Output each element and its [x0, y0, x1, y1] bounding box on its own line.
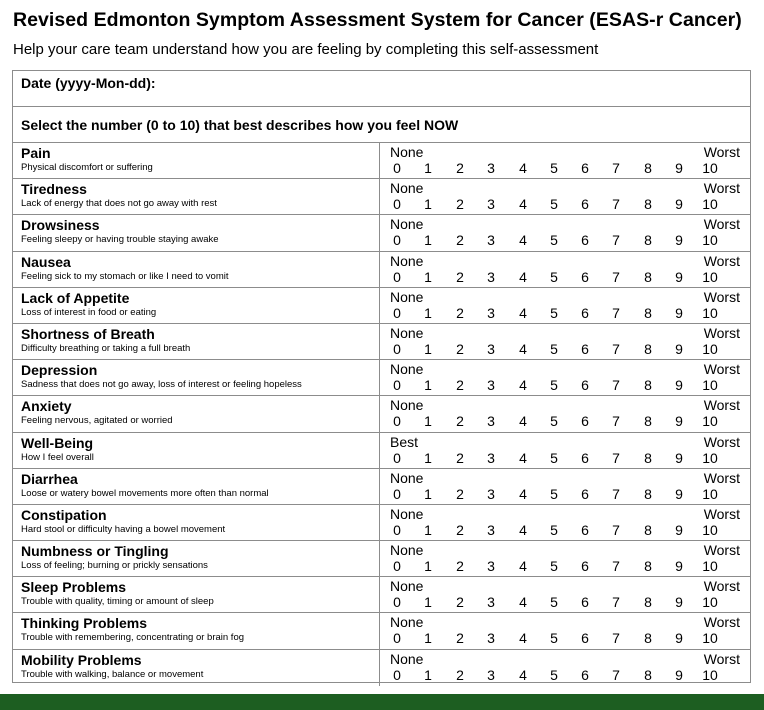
scale-option-1[interactable]: 1 [424, 449, 432, 466]
symptom-description: Sadness that does not go away, loss of interest or feeling hopeless [21, 379, 302, 391]
scale-option-4[interactable]: 4 [519, 160, 527, 176]
scale-option-1[interactable]: 1 [424, 268, 432, 285]
date-label: Date (yyyy-Mon-dd): [21, 75, 156, 91]
scale-option-7[interactable]: 7 [612, 558, 620, 575]
symptom-row [13, 541, 750, 577]
scale-option-3[interactable]: 3 [487, 485, 495, 502]
symptom-row [13, 469, 750, 505]
scale-option-6[interactable]: 6 [581, 630, 589, 647]
scale-option-6[interactable]: 6 [581, 521, 589, 538]
scale-high-label: Worst [703, 252, 740, 269]
symptom-name: Thinking Problems [21, 615, 148, 632]
scale-option-4[interactable]: 4 [519, 377, 527, 394]
symptom-description: Trouble with remembering, concentrating or brain fog [21, 632, 245, 644]
scale-option-2[interactable]: 2 [456, 413, 464, 430]
scale-option-8[interactable]: 8 [644, 340, 652, 357]
scale-option-4[interactable]: 4 [519, 196, 527, 213]
scale-option-2[interactable]: 2 [456, 232, 464, 249]
symptom-label-cell [13, 613, 380, 648]
symptom-label-cell [13, 650, 380, 686]
scale-option-9[interactable]: 9 [675, 449, 683, 466]
scale-option-3[interactable]: 3 [487, 232, 495, 249]
scale-low-label: None [390, 252, 424, 269]
scale-high-label: Worst [703, 433, 740, 450]
scale-option-3[interactable]: 3 [487, 449, 495, 466]
footer-bar [0, 694, 764, 710]
scale-option-10[interactable]: 10 [702, 521, 718, 538]
symptom-label-cell [13, 396, 380, 431]
scale-high-label: Worst [703, 650, 740, 667]
scale-option-2[interactable]: 2 [456, 196, 464, 213]
scale-option-0[interactable]: 0 [393, 558, 401, 575]
scale-option-5[interactable]: 5 [550, 340, 558, 357]
symptom-name: Anxiety [21, 398, 72, 415]
scale-option-10[interactable]: 10 [702, 377, 718, 394]
symptom-description: Hard stool or difficulty having a bowel movement [21, 523, 226, 535]
date-row[interactable] [13, 71, 750, 107]
scale-low-label: Best [390, 433, 419, 450]
scale-option-8[interactable]: 8 [644, 160, 652, 176]
assessment-form [12, 70, 751, 683]
scale-option-8[interactable]: 8 [644, 449, 652, 466]
scale-option-2[interactable]: 2 [456, 304, 464, 321]
scale-option-9[interactable]: 9 [675, 558, 683, 575]
scale-option-0[interactable]: 0 [393, 268, 401, 285]
scale-option-0[interactable]: 0 [393, 521, 401, 538]
symptom-name: Nausea [21, 253, 71, 270]
scale-high-label: Worst [703, 361, 740, 378]
scale-option-8[interactable]: 8 [644, 377, 652, 394]
symptom-label-cell [13, 469, 380, 504]
symptom-row [13, 613, 750, 649]
scale-option-1[interactable]: 1 [424, 558, 432, 575]
scale-option-2[interactable]: 2 [456, 340, 464, 357]
scale-option-2[interactable]: 2 [456, 449, 464, 466]
scale-option-10[interactable]: 10 [702, 594, 718, 611]
symptom-label-cell [13, 143, 380, 178]
scale-option-3[interactable]: 3 [487, 594, 495, 611]
symptom-label-cell [13, 179, 380, 214]
scale-option-7[interactable]: 7 [612, 340, 620, 357]
symptom-row [13, 505, 750, 541]
scale-option-8[interactable]: 8 [644, 630, 652, 647]
symptom-label-cell [13, 288, 380, 323]
scale-option-7[interactable]: 7 [612, 630, 620, 647]
scale-option-8[interactable]: 8 [644, 666, 652, 683]
scale-option-9[interactable]: 9 [675, 340, 683, 357]
scale-low-label: None [390, 397, 424, 414]
scale-option-1[interactable]: 1 [424, 377, 432, 394]
symptom-row [13, 360, 750, 396]
symptom-name: Tiredness [21, 181, 87, 198]
scale-option-5[interactable]: 5 [550, 413, 558, 430]
scale-option-10[interactable]: 10 [702, 340, 718, 357]
scale-option-4[interactable]: 4 [519, 304, 527, 321]
scale-option-7[interactable]: 7 [612, 377, 620, 394]
scale-high-label: Worst [703, 180, 740, 197]
scale-option-10[interactable]: 10 [702, 160, 718, 176]
scale-option-4[interactable]: 4 [519, 449, 527, 466]
scale-option-0[interactable]: 0 [393, 630, 401, 647]
symptom-row [13, 252, 750, 288]
scale-high-label: Worst [703, 144, 740, 160]
scale-option-5[interactable]: 5 [550, 377, 558, 394]
scale-option-1[interactable]: 1 [424, 521, 432, 538]
scale-option-4[interactable]: 4 [519, 666, 527, 683]
scale-option-9[interactable]: 9 [675, 521, 683, 538]
scale-option-0[interactable]: 0 [393, 304, 401, 321]
scale-option-3[interactable]: 3 [487, 268, 495, 285]
scale-option-7[interactable]: 7 [612, 268, 620, 285]
scale-option-8[interactable]: 8 [644, 558, 652, 575]
scale-option-7[interactable]: 7 [612, 485, 620, 502]
scale-option-6[interactable]: 6 [581, 413, 589, 430]
scale-option-2[interactable]: 2 [456, 666, 464, 683]
symptom-row [13, 179, 750, 215]
scale-option-2[interactable]: 2 [456, 594, 464, 611]
scale-option-10[interactable]: 10 [702, 630, 718, 647]
symptom-name: Lack of Appetite [21, 289, 130, 306]
scale-option-0[interactable]: 0 [393, 340, 401, 357]
scale-option-10[interactable]: 10 [702, 268, 718, 285]
scale-option-5[interactable]: 5 [550, 268, 558, 285]
symptom-label-cell [13, 577, 380, 612]
symptom-name: Constipation [21, 506, 107, 523]
scale-option-1[interactable]: 1 [424, 160, 432, 176]
scale-option-5[interactable]: 5 [550, 304, 558, 321]
scale-option-10[interactable]: 10 [702, 666, 718, 683]
scale-low-label: None [390, 614, 424, 631]
symptom-description: Physical discomfort or suffering [21, 162, 153, 173]
page-title: Revised Edmonton Symptom Assessment System for Cancer (ESAS-r Cancer) [13, 9, 742, 31]
scale-option-6[interactable]: 6 [581, 666, 589, 683]
scale-option-8[interactable]: 8 [644, 268, 652, 285]
scale-option-0[interactable]: 0 [393, 377, 401, 394]
scale-option-7[interactable]: 7 [612, 449, 620, 466]
symptom-name: Drowsiness [21, 217, 100, 234]
scale-option-8[interactable]: 8 [644, 594, 652, 611]
scale-option-6[interactable]: 6 [581, 232, 589, 249]
scale-option-7[interactable]: 7 [612, 521, 620, 538]
scale-option-10[interactable]: 10 [702, 558, 718, 575]
scale-option-3[interactable]: 3 [487, 377, 495, 394]
scale-option-6[interactable]: 6 [581, 377, 589, 394]
scale-low-label: None [390, 288, 424, 305]
symptom-name: Sleep Problems [21, 579, 127, 596]
scale-option-3[interactable]: 3 [487, 521, 495, 538]
scale-option-2[interactable]: 2 [456, 558, 464, 575]
scale-high-label: Worst [703, 578, 740, 595]
scale-option-5[interactable]: 5 [550, 485, 558, 502]
scale-option-3[interactable]: 3 [487, 558, 495, 575]
scale-low-label: None [390, 578, 424, 595]
symptom-name: Depression [21, 362, 98, 379]
scale-option-6[interactable]: 6 [581, 268, 589, 285]
scale-option-5[interactable]: 5 [550, 196, 558, 213]
scale-option-9[interactable]: 9 [675, 413, 683, 430]
scale-option-3[interactable]: 3 [487, 196, 495, 213]
scale-option-5[interactable]: 5 [550, 160, 558, 176]
scale-option-9[interactable]: 9 [675, 630, 683, 647]
scale-high-label: Worst [703, 216, 740, 233]
symptom-label-cell [13, 433, 380, 468]
symptom-list [13, 143, 750, 686]
scale-option-4[interactable]: 4 [519, 521, 527, 538]
scale-high-label: Worst [703, 324, 740, 341]
scale-option-1[interactable]: 1 [424, 196, 432, 213]
scale-option-3[interactable]: 3 [487, 340, 495, 357]
scale-option-4[interactable]: 4 [519, 485, 527, 502]
scale-option-9[interactable]: 9 [675, 196, 683, 213]
scale-low-label: None [390, 469, 424, 486]
instruction-text: Select the number (0 to 10) that best describes how you feel NOW [21, 117, 459, 133]
scale-option-6[interactable]: 6 [581, 196, 589, 213]
scale-option-5[interactable]: 5 [550, 594, 558, 611]
scale-option-8[interactable]: 8 [644, 413, 652, 430]
scale-option-2[interactable]: 2 [456, 377, 464, 394]
scale-option-5[interactable]: 5 [550, 666, 558, 683]
scale-option-10[interactable]: 10 [702, 449, 718, 466]
scale-option-8[interactable]: 8 [644, 232, 652, 249]
scale-low-label: None [390, 324, 424, 341]
scale-low-label: None [390, 505, 424, 522]
scale-option-1[interactable]: 1 [424, 594, 432, 611]
symptom-name: Numbness or Tingling [21, 543, 169, 560]
scale-option-7[interactable]: 7 [612, 594, 620, 611]
scale-option-0[interactable]: 0 [393, 485, 401, 502]
scale-option-1[interactable]: 1 [424, 413, 432, 430]
scale-option-0[interactable]: 0 [393, 449, 401, 466]
scale-high-label: Worst [703, 288, 740, 305]
scale-high-label: Worst [703, 469, 740, 486]
scale-low-label: None [390, 542, 424, 559]
scale-option-8[interactable]: 8 [644, 304, 652, 321]
symptom-description: Feeling nervous, agitated or worried [21, 415, 173, 427]
scale-option-9[interactable]: 9 [675, 268, 683, 285]
scale-option-8[interactable]: 8 [644, 196, 652, 213]
scale-option-5[interactable]: 5 [550, 449, 558, 466]
scale-option-7[interactable]: 7 [612, 304, 620, 321]
symptom-label-cell [13, 215, 380, 250]
scale-option-0[interactable]: 0 [393, 594, 401, 611]
scale-option-9[interactable]: 9 [675, 160, 683, 176]
scale-option-7[interactable]: 7 [612, 413, 620, 430]
scale-option-10[interactable]: 10 [702, 232, 718, 249]
scale-option-4[interactable]: 4 [519, 630, 527, 647]
scale-option-1[interactable]: 1 [424, 304, 432, 321]
scale-option-6[interactable]: 6 [581, 485, 589, 502]
scale-option-2[interactable]: 2 [456, 630, 464, 647]
instruction-row [13, 107, 750, 143]
scale-option-10[interactable]: 10 [702, 485, 718, 502]
scale-high-label: Worst [703, 505, 740, 522]
scale-option-3[interactable]: 3 [487, 666, 495, 683]
page-subtitle: Help your care team understand how you are feeling by completing this self-assessment [13, 41, 599, 58]
scale-option-3[interactable]: 3 [487, 630, 495, 647]
scale-low-label: None [390, 180, 424, 197]
scale-option-7[interactable]: 7 [612, 196, 620, 213]
scale-option-10[interactable]: 10 [702, 304, 718, 321]
scale-option-4[interactable]: 4 [519, 558, 527, 575]
symptom-description: Lack of energy that does not go away with rest [21, 198, 217, 210]
scale-option-4[interactable]: 4 [519, 268, 527, 285]
scale-option-4[interactable]: 4 [519, 594, 527, 611]
scale-option-6[interactable]: 6 [581, 304, 589, 321]
scale-option-0[interactable]: 0 [393, 232, 401, 249]
symptom-description: Trouble with quality, timing or amount of sleep [21, 596, 214, 608]
scale-low-label: None [390, 144, 424, 160]
symptom-label-cell [13, 505, 380, 540]
scale-option-4[interactable]: 4 [519, 340, 527, 357]
scale-option-4[interactable]: 4 [519, 232, 527, 249]
symptom-row [13, 433, 750, 469]
symptom-description: Feeling sick to my stomach or like I need to vomit [21, 270, 229, 282]
scale-option-1[interactable]: 1 [424, 340, 432, 357]
symptom-label-cell [13, 252, 380, 287]
scale-option-10[interactable]: 10 [702, 196, 718, 213]
symptom-name: Well-Being [21, 434, 94, 451]
symptom-row [13, 143, 750, 179]
scale-high-label: Worst [703, 397, 740, 414]
symptom-row [13, 324, 750, 360]
scale-option-9[interactable]: 9 [675, 232, 683, 249]
scale-option-7[interactable]: 7 [612, 666, 620, 683]
symptom-row [13, 650, 750, 686]
scale-option-5[interactable]: 5 [550, 558, 558, 575]
scale-option-2[interactable]: 2 [456, 521, 464, 538]
scale-option-6[interactable]: 6 [581, 340, 589, 357]
scale-option-6[interactable]: 6 [581, 558, 589, 575]
scale-option-3[interactable]: 3 [487, 160, 495, 176]
scale-option-1[interactable]: 1 [424, 232, 432, 249]
symptom-description: Loss of interest in food or eating [21, 306, 157, 318]
scale-high-label: Worst [703, 614, 740, 631]
scale-option-2[interactable]: 2 [456, 268, 464, 285]
scale-high-label: Worst [703, 542, 740, 559]
symptom-description: Loose or watery bowel movements more often than normal [21, 487, 269, 499]
scale-option-5[interactable]: 5 [550, 521, 558, 538]
scale-option-10[interactable]: 10 [702, 413, 718, 430]
symptom-row [13, 577, 750, 613]
scale-option-0[interactable]: 0 [393, 196, 401, 213]
scale-option-1[interactable]: 1 [424, 630, 432, 647]
scale-option-3[interactable]: 3 [487, 413, 495, 430]
symptom-name: Pain [21, 145, 51, 161]
scale-option-5[interactable]: 5 [550, 232, 558, 249]
symptom-row [13, 396, 750, 432]
scale-low-label: None [390, 361, 424, 378]
symptom-name: Mobility Problems [21, 651, 142, 668]
scale-option-8[interactable]: 8 [644, 521, 652, 538]
symptom-description: Feeling sleepy or having trouble staying awake [21, 234, 219, 246]
scale-option-6[interactable]: 6 [581, 449, 589, 466]
symptom-description: Trouble with walking, balance or movement [21, 668, 204, 680]
scale-option-0[interactable]: 0 [393, 413, 401, 430]
scale-option-4[interactable]: 4 [519, 413, 527, 430]
scale-option-9[interactable]: 9 [675, 594, 683, 611]
scale-option-0[interactable]: 0 [393, 666, 401, 683]
scale-option-1[interactable]: 1 [424, 485, 432, 502]
scale-option-2[interactable]: 2 [456, 485, 464, 502]
scale-option-0[interactable]: 0 [393, 160, 401, 176]
scale-option-9[interactable]: 9 [675, 304, 683, 321]
scale-option-2[interactable]: 2 [456, 160, 464, 176]
scale-option-3[interactable]: 3 [487, 304, 495, 321]
scale-option-6[interactable]: 6 [581, 594, 589, 611]
scale-option-9[interactable]: 9 [675, 377, 683, 394]
scale-option-8[interactable]: 8 [644, 485, 652, 502]
symptom-name: Shortness of Breath [21, 325, 155, 342]
symptom-label-cell [13, 360, 380, 395]
scale-low-label: None [390, 216, 424, 233]
symptom-description: Loss of feeling; burning or prickly sensations [21, 560, 208, 572]
scale-option-5[interactable]: 5 [550, 630, 558, 647]
scale-option-6[interactable]: 6 [581, 160, 589, 176]
symptom-name: Diarrhea [21, 470, 78, 487]
scale-option-1[interactable]: 1 [424, 666, 432, 683]
scale-low-label: None [390, 650, 424, 667]
symptom-description: How I feel overall [21, 451, 94, 463]
scale-option-7[interactable]: 7 [612, 232, 620, 249]
symptom-label-cell [13, 324, 380, 359]
scale-option-7[interactable]: 7 [612, 160, 620, 176]
symptom-row [13, 288, 750, 324]
symptom-label-cell [13, 541, 380, 576]
symptom-description: Difficulty breathing or taking a full breath [21, 342, 191, 354]
scale-option-9[interactable]: 9 [675, 666, 683, 683]
scale-option-9[interactable]: 9 [675, 485, 683, 502]
symptom-row [13, 215, 750, 251]
